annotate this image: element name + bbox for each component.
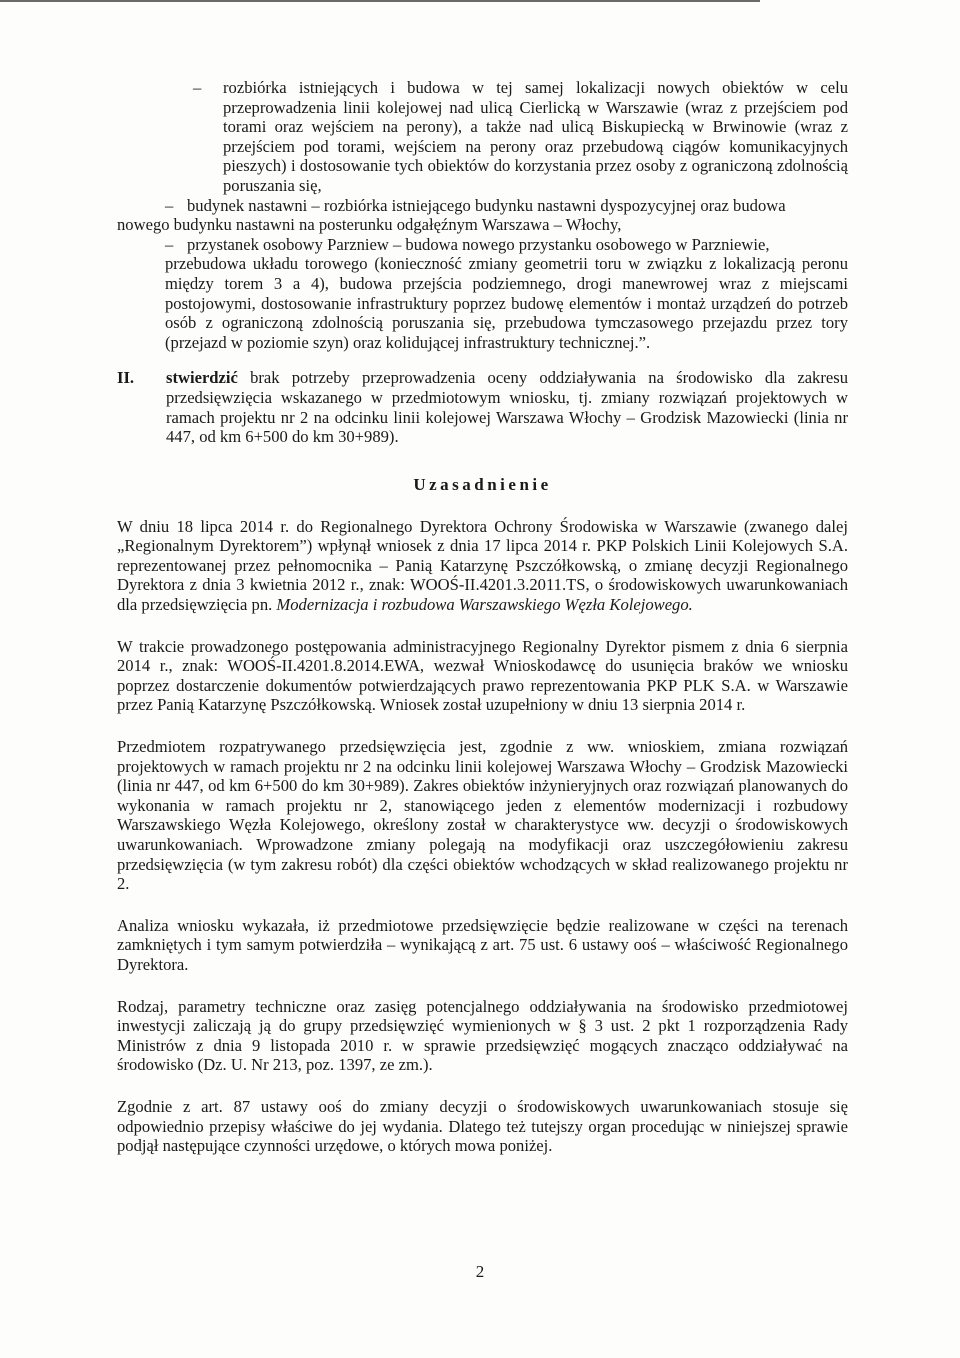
list-item-demolition-viaducts [193,78,848,196]
list-dash: – [165,195,174,215]
list-item-parzniew-stop [165,235,848,353]
list-item-signal-box [117,195,848,235]
list-item-continuation: nowego budynku nastawni na posterunku odgałęźnym Warszawa – Włochy, [117,215,622,235]
paragraph-text: W dniu 18 lipca 2014 r. do Regionalnego Dyrektora Ochrony Środowiska w Warszawie (zwanego dalej „Regionalnym Dyrektorem”) wpłynął wniosek z dnia 17 lipca 2014 r. PKP Polskich Linii Kolejowych S.A. reprezentowanej przez pełnomocnika – Panią Katarzynę Pszczółkowską, o zmianę decyzji Regionalnego Dyrektora z dnia 3 kwietnia 2012 r., znak: WOOŚ-II.4201.3.2011.TS, o środowiskowych uwarunkowaniach dla przedsięwzięcia pn. [117,516,848,615]
paragraph-classification: Rodzaj, parametry techniczne oraz zasięg potencjalnego oddziaływania na środowisko przedmiotowej inwestycji zaliczają ją do grupy przedsięwzięć wymienionych w § 3 ust. 2 pkt 1 rozporządzenia Rady Ministrów z dnia 9 listopada 2010 r. w sprawie przedsięwzięć mogących znacząco oddziaływać na środowisko (Dz. U. Nr 213, poz. 1397, ze zm.). [117,996,848,1075]
section-ii-body: brak potrzeby przeprowadzenia oceny oddziaływania na środowisko dla zakresu przedsięwzięcia wskazanego w przedmiotowym wniosku, tj. zmiany rozwiązań projektowych w ramach projektu nr 2 na odcinku linii kolejowej Warszawa Włochy – Grodzisk Mazowiecki (linia nr 447, od km 6+500 do km 30+989). [166,368,848,447]
top-border-line [0,0,760,2]
list-dash: – [193,78,202,97]
section-heading-justification: Uzasadnienie [413,474,552,494]
list-dash: – [165,234,174,254]
paragraph-analysis: Analiza wniosku wykazała, iż przedmiotowe przedsięwzięcie będzie realizowane w części na terenach zamkniętych i tym samym potwierdziła – wynikającą z art. 75 ust. 6 ustawy ooś – właściwość Regionalnego Dyrektora. [117,915,848,974]
project-name: Modernizacja i rozbudowa Warszawskiego Węzła Kolejowego. [276,595,693,615]
list-item-continuation: przebudowa układu torowego (konieczność zmiany geometrii toru w związku z lokalizacją peronu między torem 3 a 4), budowa przejścia podziemnego, drogi manewrowej wraz z miejscami postojowymi, dostosowanie infrastruktury poprzez budowę elementów i montaż urządzeń do potrzeb osób z ograniczoną zdolnością poruszania się, przebudowa tymczasowego przejazdu przez tory (przejazd w poziomie szyn) oraz kolidującej infrastruktury technicznej.”. [165,254,848,352]
paragraph-procedure: W trakcie prowadzonego postępowania administracyjnego Regionalny Dyrektor pismem z dnia 6 sierpnia 2014 r., znak: WOOŚ-II.4201.8.2014.EWA, wezwał Wnioskodawcę do usunięcia braków we wniosku poprzez dostarczenie dokumentów potwierdzających prawo reprezentowania PKP PLK S.A. w Warszawie przez Panią Katarzynę Pszczółkowską. Wniosek został uzupełniony w dniu 13 sierpnia 2014 r. [117,636,848,715]
section-number: II. [117,368,135,388]
paragraph-legal-basis: Zgodnie z art. 87 ustawy ooś do zmiany decyzji o środowiskowych uwarunkowaniach stosuje się odpowiednio przepisy właściwe do jej wydania. Dlatego też tutejszy organ procedując w niniejszej sprawie podjął następujące czynności urzędowe, o których mowa poniżej. [117,1096,848,1156]
section-ii-keyword: stwierdzić [166,368,238,388]
paragraph-subject: Przedmiotem rozpatrywanego przedsięwzięcia jest, zgodnie z ww. wnioskiem, zmiana rozwiązań projektowych w ramach projektu nr 2 na odcinku linii kolejowej Warszawa Włochy – Grodzisk Mazowiecki (linia nr 447, od km 6+500 do km 30+989). Zakres obiektów inżynieryjnych oraz rozwiązań planowanych do wykonania w ramach projektu nr 2, stanowiącego jeden z elementów modernizacji i rozbudowy Warszawskiego Węzła Kolejowego, określony został w charakterystyce ww. decyzji o środowiskowych uwarunkowaniach. Wprowadzone zmiany polegają na modyfikacji oraz uszczegółowieniu zakresu przedsięwzięcia (w tym zakresu robót) dla części obiektów wchodzących w skład realizowanego projektu nr 2. [117,737,848,894]
list-item-text: budynek nastawni – rozbiórka istniejącego budynku nastawni dyspozycyjnej oraz budowa [187,195,786,215]
section-ii [117,368,848,446]
list-item-text: przystanek osobowy Parzniew – budowa nowego przystanku osobowego w Parzniewie, [187,234,770,254]
list-item-text: rozbiórka istniejących i budowa w tej samej lokalizacji nowych obiektów w celu przeprowadzenia linii kolejowej nad ulicą Cierlicką w Warszawie (wraz z przejściem pod torami oraz wejściem na perony), a także nad ulicą Biskupiecką w Brwinowie (wraz z przejściem pod torami, wejściem na perony oraz przebudową ciągów komunikacyjnych pieszych) i dostosowanie tych obiektów do korzystania przez osoby z ograniczoną zdolnością poruszania się, [223,78,848,195]
page-number: 2 [475,1262,485,1281]
paragraph-application [117,517,848,615]
section-ii-text [166,368,848,446]
